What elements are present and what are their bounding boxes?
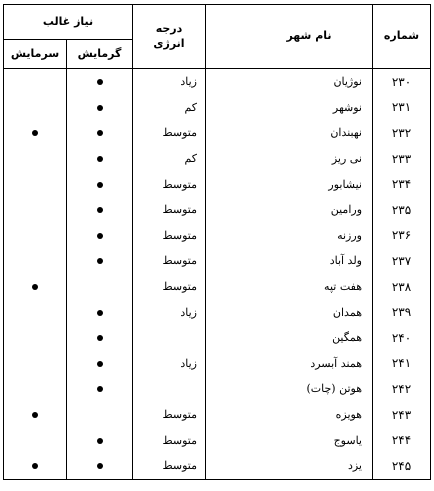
row-cooling bbox=[4, 248, 67, 274]
row-number: ۲۳۹ bbox=[373, 299, 431, 325]
heating-bullet-icon bbox=[97, 361, 103, 367]
row-number: ۲۳۰ bbox=[373, 69, 431, 95]
table-row bbox=[4, 402, 431, 428]
row-heating bbox=[67, 274, 133, 300]
row-heating bbox=[67, 171, 133, 197]
row-cooling bbox=[4, 197, 67, 223]
row-energy: متوسط bbox=[133, 248, 206, 274]
heating-bullet-icon bbox=[97, 258, 103, 264]
row-cooling bbox=[4, 171, 67, 197]
heating-bullet-icon bbox=[97, 386, 103, 392]
row-heating bbox=[67, 223, 133, 249]
table-row bbox=[4, 197, 431, 223]
heating-bullet-icon bbox=[97, 156, 103, 162]
header-city: نام شهر bbox=[206, 5, 373, 69]
row-number: ۲۴۰ bbox=[373, 325, 431, 351]
row-cooling bbox=[4, 351, 67, 377]
cooling-bullet-icon bbox=[32, 463, 38, 469]
row-city: نهبندان bbox=[206, 120, 373, 146]
table-header bbox=[4, 5, 431, 69]
row-number: ۲۴۱ bbox=[373, 351, 431, 377]
row-heating bbox=[67, 376, 133, 402]
row-heating bbox=[67, 95, 133, 121]
row-cooling bbox=[4, 299, 67, 325]
heating-bullet-icon bbox=[97, 79, 103, 85]
row-energy: کم bbox=[133, 146, 206, 172]
header-dominant-need: نیاز غالب bbox=[4, 5, 133, 40]
row-cooling bbox=[4, 95, 67, 121]
row-city: هوتن (چات) bbox=[206, 376, 373, 402]
heating-bullet-icon bbox=[97, 130, 103, 136]
row-number: ۲۴۳ bbox=[373, 402, 431, 428]
row-city: همگین bbox=[206, 325, 373, 351]
cooling-bullet-icon bbox=[32, 130, 38, 136]
row-heating bbox=[67, 351, 133, 377]
row-energy: زیاد bbox=[133, 69, 206, 95]
row-energy: متوسط bbox=[133, 453, 206, 480]
row-energy: زیاد bbox=[133, 351, 206, 377]
row-heating bbox=[67, 453, 133, 480]
header-heating: گرمایش bbox=[67, 40, 133, 69]
heating-bullet-icon bbox=[97, 463, 103, 469]
row-energy bbox=[133, 376, 206, 402]
row-city: یزد bbox=[206, 453, 373, 480]
table-row bbox=[4, 376, 431, 402]
energy-table-container bbox=[3, 4, 431, 480]
row-number: ۲۳۶ bbox=[373, 223, 431, 249]
row-city: یاسوج bbox=[206, 427, 373, 453]
table-body bbox=[4, 69, 431, 480]
heating-bullet-icon bbox=[97, 438, 103, 444]
row-number: ۲۳۸ bbox=[373, 274, 431, 300]
heating-bullet-icon bbox=[97, 182, 103, 188]
row-city: نی ریز bbox=[206, 146, 373, 172]
heating-bullet-icon bbox=[97, 207, 103, 213]
table-row bbox=[4, 95, 431, 121]
row-cooling bbox=[4, 69, 67, 95]
heating-bullet-icon bbox=[97, 335, 103, 341]
header-energy-line1: درجه bbox=[155, 21, 183, 35]
heating-bullet-icon bbox=[97, 105, 103, 111]
row-heating bbox=[67, 146, 133, 172]
header-cooling: سرمایش bbox=[4, 40, 67, 69]
row-cooling bbox=[4, 402, 67, 428]
table-row bbox=[4, 453, 431, 480]
row-energy: متوسط bbox=[133, 197, 206, 223]
table-row bbox=[4, 351, 431, 377]
row-cooling bbox=[4, 120, 67, 146]
table-row bbox=[4, 274, 431, 300]
table-row bbox=[4, 223, 431, 249]
row-number: ۲۳۲ bbox=[373, 120, 431, 146]
row-energy: متوسط bbox=[133, 223, 206, 249]
header-number: شماره bbox=[373, 5, 431, 69]
row-city: ولد آباد bbox=[206, 248, 373, 274]
row-energy: کم bbox=[133, 95, 206, 121]
row-city: هفت تپه bbox=[206, 274, 373, 300]
table-row bbox=[4, 248, 431, 274]
row-heating bbox=[67, 69, 133, 95]
row-heating bbox=[67, 325, 133, 351]
row-heating bbox=[67, 299, 133, 325]
row-number: ۲۳۱ bbox=[373, 95, 431, 121]
row-city: نوژیان bbox=[206, 69, 373, 95]
cooling-bullet-icon bbox=[32, 284, 38, 290]
row-number: ۲۳۴ bbox=[373, 171, 431, 197]
table-row bbox=[4, 299, 431, 325]
row-cooling bbox=[4, 427, 67, 453]
row-energy: متوسط bbox=[133, 120, 206, 146]
row-heating bbox=[67, 248, 133, 274]
row-cooling bbox=[4, 453, 67, 480]
row-city: همند آبسرد bbox=[206, 351, 373, 377]
header-energy bbox=[133, 5, 206, 69]
table-row bbox=[4, 427, 431, 453]
cooling-bullet-icon bbox=[32, 412, 38, 418]
table-row bbox=[4, 146, 431, 172]
row-number: ۲۴۵ bbox=[373, 453, 431, 480]
row-energy: زیاد bbox=[133, 299, 206, 325]
row-city: نوشهر bbox=[206, 95, 373, 121]
row-energy: متوسط bbox=[133, 274, 206, 300]
heating-bullet-icon bbox=[97, 233, 103, 239]
row-energy: متوسط bbox=[133, 402, 206, 428]
row-number: ۲۳۵ bbox=[373, 197, 431, 223]
table-row bbox=[4, 325, 431, 351]
row-heating bbox=[67, 120, 133, 146]
row-heating bbox=[67, 402, 133, 428]
row-cooling bbox=[4, 325, 67, 351]
row-energy: متوسط bbox=[133, 427, 206, 453]
row-energy: متوسط bbox=[133, 171, 206, 197]
row-energy bbox=[133, 325, 206, 351]
heating-bullet-icon bbox=[97, 310, 103, 316]
row-cooling bbox=[4, 146, 67, 172]
table-row bbox=[4, 120, 431, 146]
table-row bbox=[4, 171, 431, 197]
row-city: ورامین bbox=[206, 197, 373, 223]
city-energy-table bbox=[3, 4, 431, 480]
row-city: همدان bbox=[206, 299, 373, 325]
header-energy-line2: انرژی bbox=[153, 36, 185, 50]
row-number: ۲۴۴ bbox=[373, 427, 431, 453]
row-number: ۲۴۲ bbox=[373, 376, 431, 402]
row-heating bbox=[67, 427, 133, 453]
row-cooling bbox=[4, 274, 67, 300]
row-city: ورزنه bbox=[206, 223, 373, 249]
row-number: ۲۳۳ bbox=[373, 146, 431, 172]
table-row bbox=[4, 69, 431, 95]
row-cooling bbox=[4, 223, 67, 249]
row-heating bbox=[67, 197, 133, 223]
row-cooling bbox=[4, 376, 67, 402]
row-number: ۲۳۷ bbox=[373, 248, 431, 274]
row-city: هویزه bbox=[206, 402, 373, 428]
row-city: نیشابور bbox=[206, 171, 373, 197]
